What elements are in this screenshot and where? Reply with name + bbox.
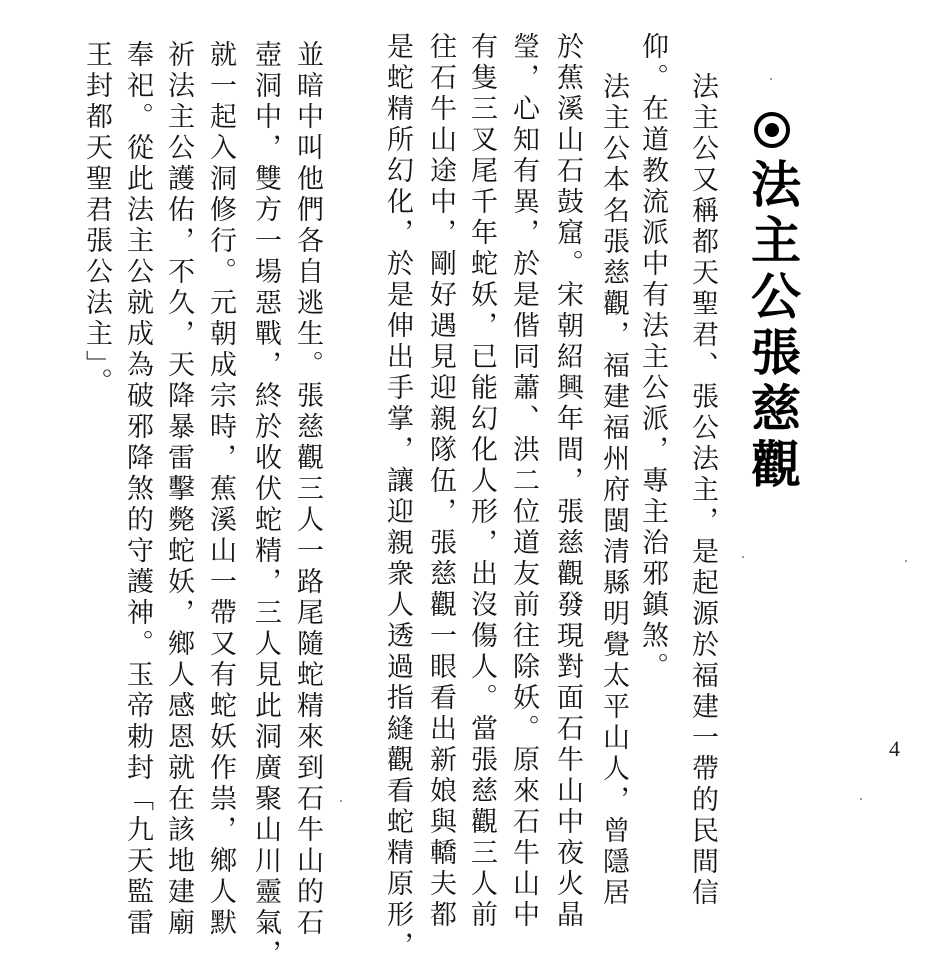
text-column: 就一起入洞修行。元朝成宗時，蕉溪山一帶又有蛇妖作祟，鄉人默 xyxy=(205,40,236,939)
text-column: 仰。在道教流派中有法主公派，專主治邪鎮煞。 xyxy=(637,32,668,683)
scan-speck xyxy=(905,560,907,562)
text-column: 法主公又稱都天聖君、張公法主，是起源於福建一帶的民間信 xyxy=(687,72,718,909)
text-column: 往石牛山途中，剛好遇見迎親隊伍，張慈觀一眼看出新娘與轎夫都 xyxy=(425,32,456,931)
scan-speck xyxy=(742,556,744,558)
text-column: 並暗中叫他們各自逃生。張慈觀三人一路尾隨蛇精來到石牛山的石 xyxy=(292,40,323,939)
text-column: 壺洞中，雙方一場惡戰，終於收伏蛇精，三人見此洞廣聚山川靈氣， xyxy=(250,40,281,970)
text-column: 祈法主公護佑，不久，天降暴雷擊斃蛇妖，鄉人感恩就在該地建廟 xyxy=(163,40,194,939)
chapter-title xyxy=(738,112,806,494)
text-column: 於蕉溪山石鼓窟。宋朝紹興年間，張慈觀發現對面石牛山中夜火晶 xyxy=(552,32,583,931)
text-column: 法主公本名張慈觀，福建福州府閩清縣明覺太平山人，曾隱居 xyxy=(598,72,629,909)
bullseye-icon xyxy=(754,112,790,148)
text-column: 奉祀。從此法主公就成為破邪降煞的守護神。玉帝勅封「九天監雷 xyxy=(122,40,153,939)
text-column: 有隻三叉尾千年蛇妖，已能幻化人形，出沒傷人。當張慈觀三人前 xyxy=(466,32,497,931)
chapter-title-text: 法主公張慈觀 xyxy=(743,158,801,494)
scan-speck xyxy=(770,78,772,80)
text-column: 王封都天聖君張公法主」。 xyxy=(81,40,112,399)
text-column: 是蛇精所幻化，於是伸出手掌，讓迎親衆人透過指縫觀看蛇精原形， xyxy=(382,32,413,962)
text-column: 瑩，心知有異，於是偕同蕭、洪二位道友前往除妖。原來石牛山中 xyxy=(508,32,539,931)
scan-speck xyxy=(340,800,342,802)
scan-speck xyxy=(860,798,862,800)
page-number: 4 xyxy=(889,736,900,761)
